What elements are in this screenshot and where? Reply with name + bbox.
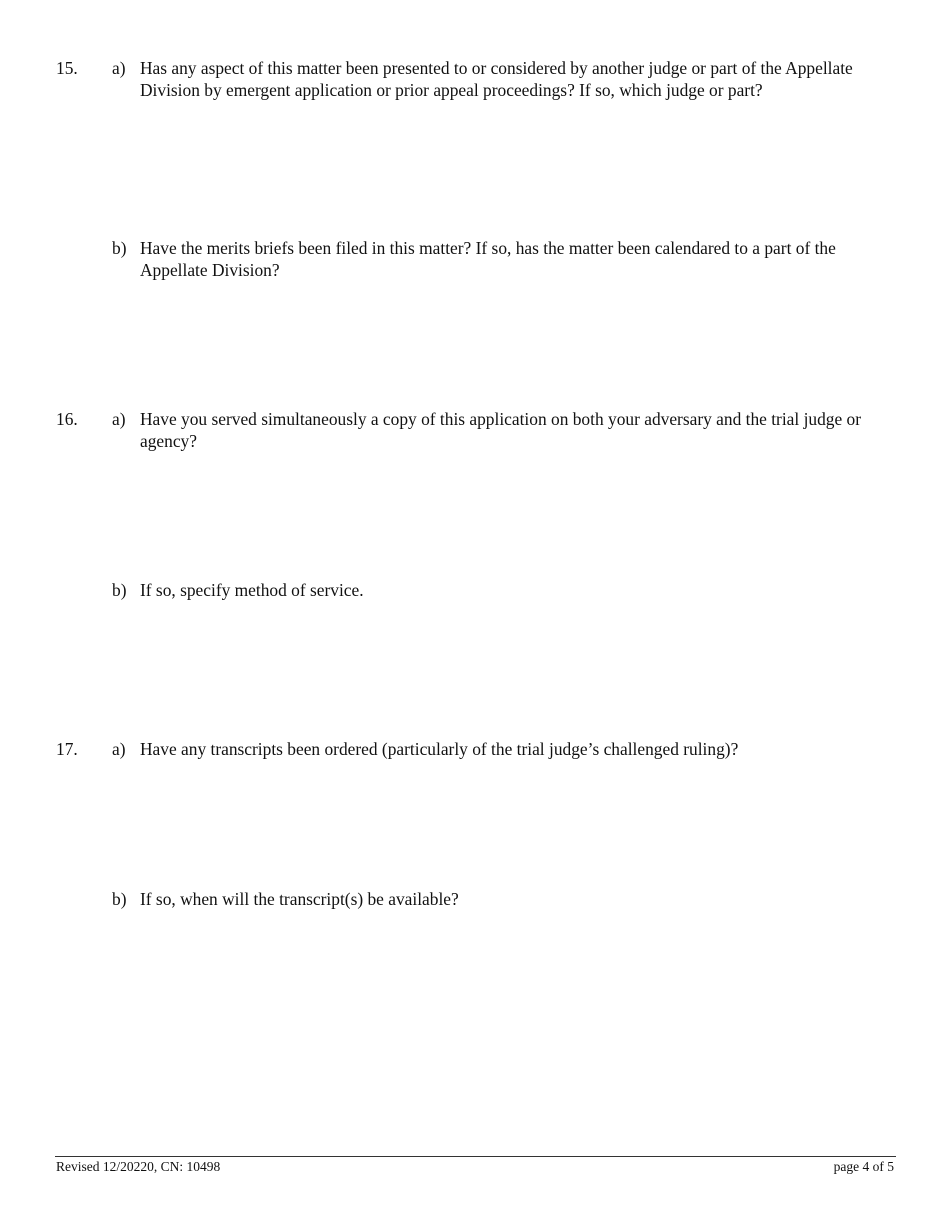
question-text: Has any aspect of this matter been presented to or considered by another judge or part of the Appellate Division by emergent application or prior appeal proceedings? If so, which judge or part? xyxy=(140,58,853,100)
footer-divider xyxy=(55,1156,896,1157)
question-text: If so, when will the transcript(s) be available? xyxy=(140,889,459,909)
question-part-letter: b) xyxy=(112,889,127,909)
question-text: Have any transcripts been ordered (particularly of the trial judge’s challenged ruling)? xyxy=(140,739,739,759)
footer-revision: Revised 12/20220, CN: 10498 xyxy=(56,1159,221,1174)
question-text: If so, specify method of service. xyxy=(140,580,364,600)
question-number: 17. xyxy=(56,739,78,759)
footer-page-number: page 4 of 5 xyxy=(833,1159,894,1174)
question-text: Have you served simultaneously a copy of this application on both your adversary and the trial judge or agency? xyxy=(140,409,862,451)
question-part-letter: b) xyxy=(112,238,127,258)
question-part-letter: b) xyxy=(112,580,127,600)
question-text: Have the merits briefs been filed in this matter? If so, has the matter been calendared to a part of the Appellate Division? xyxy=(140,238,836,280)
question-number: 16. xyxy=(56,409,78,429)
question-part-letter: a) xyxy=(112,58,126,78)
question-part-letter: a) xyxy=(112,409,126,429)
question-number: 15. xyxy=(56,58,78,78)
question-part-letter: a) xyxy=(112,739,126,759)
